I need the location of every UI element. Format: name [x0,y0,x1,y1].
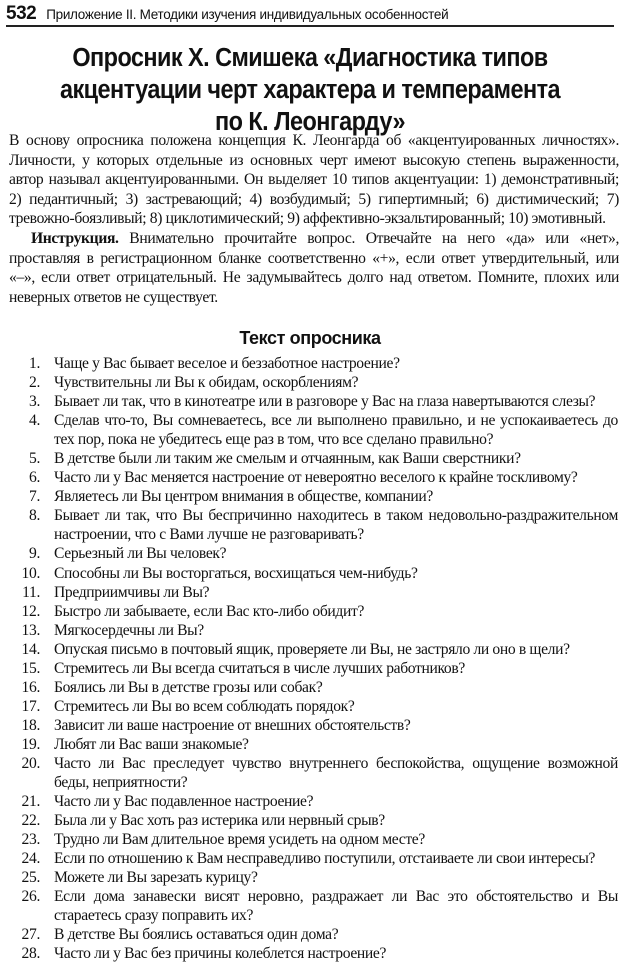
question-item [0,373,618,392]
question-text: Часто ли у Вас подавленное настроение? [54,793,314,811]
question-number: 15. [21,659,40,677]
question-text: Можете ли Вы зарезать курицу? [54,869,258,887]
instruction-paragraph [9,229,619,307]
question-text: Чувствительны ли Вы к обидам, оскорблениям? [54,374,359,392]
question-text: Мягкосердечны ли Вы? [54,621,204,639]
question-number: 20. [21,754,40,772]
question-text: Чаще у Вас бывает веселое и беззаботное настроение? [54,355,400,372]
question-text: Быстро ли забываете, если Вас кто-либо обидит? [54,602,365,620]
question-item [0,716,618,735]
question-item [0,544,618,563]
question-number: 26. [21,888,40,906]
question-item [0,830,618,849]
question-item [0,487,618,506]
question-text: Любят ли Вас ваши знакомые? [54,735,249,753]
question-text: Часто ли у Вас без причины колеблется настроение? [54,945,387,963]
title-line: акцентуации черт характера и темперамента [59,76,561,104]
question-item [0,564,618,583]
question-number: 23. [21,831,40,849]
question-text: Трудно ли Вам длительное время усидеть на одном месте? [54,831,425,849]
question-number: 7. [29,488,40,506]
question-number: 14. [21,640,40,658]
instruction-text: Внимательно прочитайте вопрос. Отвечайте на него «да» или «нет», проставляя в регистрационном бланке соответственно «+», если ответ утвердительный, или «–», если ответ отрицательный. Не задумывайтесь долго над ответом. Помните, плохих или неверных ответов не существует. [9,229,619,306]
question-list [0,354,618,964]
running-header [6,3,614,27]
question-number: 11. [22,583,40,601]
title-line: Опросник Х. Смишека «Диагностика типов [72,44,548,72]
question-text: Стремитесь ли Вы во всем соблюдать порядок? [54,697,355,715]
question-item [0,583,618,602]
question-item [0,411,618,449]
instruction-label: Инструкция. [31,229,119,247]
question-item [0,811,618,830]
question-number: 6. [29,469,40,487]
question-text: Серьезный ли Вы человек? [54,545,227,563]
question-item [0,678,618,697]
question-item [0,754,618,792]
question-number: 21. [21,793,40,811]
section-heading: Текст опросника [239,328,381,348]
question-number: 1. [29,355,40,372]
question-text: Способны ли Вы восторгаться, восхищаться чем-нибудь? [54,564,418,582]
question-text: Часто ли Вас преследует чувство внутреннего беспокойства, ощущение возможной беды, неприятности? [54,754,618,792]
question-item [0,849,618,868]
question-number: 8. [29,507,40,525]
question-item [0,621,618,640]
question-item [0,449,618,468]
question-item [0,506,618,544]
question-number: 19. [21,735,40,753]
question-text: Зависит ли ваше настроение от внешних обстоятельств? [54,716,411,734]
running-title: Приложение II. Методики изучения индивидуальных особенностей [46,7,449,22]
question-text: Опуская письмо в почтовый ящик, проверяете ли Вы, не застряло ли оно в щели? [54,640,570,658]
question-text: Бывает ли так, что в кинотеатре или в разговоре у Вас на глаза навертываются слезы? [54,393,596,411]
question-item [0,868,618,887]
question-item [0,697,618,716]
question-number: 16. [21,678,40,696]
question-number: 5. [29,450,40,468]
question-item [0,354,618,373]
question-number: 25. [21,869,40,887]
question-number: 27. [21,926,40,944]
question-text: Бывает ли так, что Вы беспричинно находитесь в таком недовольно-раздражительном настроении, что с Вами лучше не разговаривать? [54,507,618,544]
question-text: В детстве Вы боялись оставаться один дома? [54,926,339,944]
question-item [0,944,618,963]
question-item [0,392,618,411]
question-text: Стремитесь ли Вы всегда считаться в числе лучших работников? [54,659,465,677]
question-number: 12. [21,602,40,620]
title-line: по К. Леонгарду» [215,108,405,136]
question-text: В детстве были ли таким же смелым и отчаянным, как Ваши сверстники? [54,450,521,468]
question-item [0,792,618,811]
question-item [0,887,618,925]
question-item [0,735,618,754]
question-number: 4. [29,412,40,430]
question-text: Предприимчивы ли Вы? [54,583,210,601]
question-item [0,602,618,621]
question-number: 2. [29,374,40,392]
question-number: 28. [21,945,40,963]
question-number: 9. [29,545,40,563]
question-number: 3. [29,393,40,411]
question-item [0,640,618,659]
question-text: Если по отношению к Вам несправедливо поступили, отстаиваете ли свои интересы? [54,850,596,868]
page-number: 532 [6,3,37,24]
intro-paragraph: В основу опросника положена концепция К. Леонгарда об «акцентуированных личностях». Личности, у которых отдельные из основных черт имеют высокую степень выраженности, автор называл акцентуированными. Он выделяет 10 типов акцентуации: 1) демонстративный; 2) педантичный; 3) застревающий; 4) возбудимый; 5) гипертимный; 6) дистимический; 7) тревожно-боязливый; 8) циклотимический; 9) аффективно-экзальтированный; 10) эмотивный. [9,132,619,228]
question-number: 10. [21,564,40,582]
question-number: 17. [21,697,40,715]
question-text: Часто ли у Вас меняется настроение от невероятно веселого к крайне тоскливому? [54,469,578,487]
intro-section [9,131,619,307]
question-text: Была ли у Вас хоть раз истерика или нервный срыв? [54,812,385,830]
question-item [0,659,618,678]
question-number: 24. [21,850,40,868]
question-number: 13. [21,621,40,639]
question-number: 18. [21,716,40,734]
question-text: Если дома занавески висят неровно, раздражает ли Вас это обстоятельство и Вы стараетесь сразу поправить их? [54,888,618,925]
question-text: Сделав что-то, Вы сомневаетесь, все ли выполнено правильно, и не успокаиваетесь до тех пор, пока не убедитесь еще раз в том, что все сделано правильно? [54,412,618,449]
question-item [0,468,618,487]
question-item [0,925,618,944]
question-text: Боялись ли Вы в детстве грозы или собак? [54,678,323,696]
question-number: 22. [21,812,40,830]
question-text: Являетесь ли Вы центром внимания в обществе, компании? [54,488,433,506]
page-title [0,42,620,138]
